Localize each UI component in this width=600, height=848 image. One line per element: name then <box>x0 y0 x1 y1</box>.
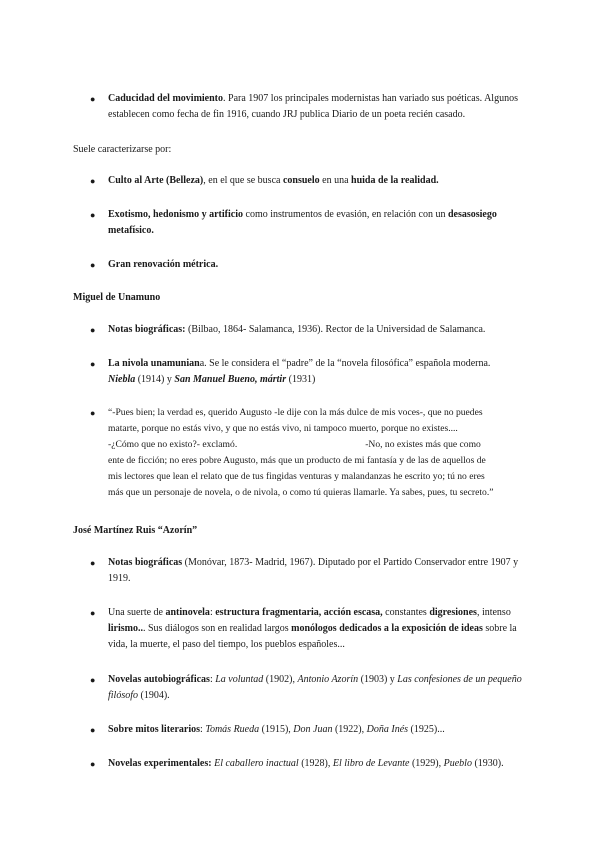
nivola-text-3: (1931) <box>286 374 316 385</box>
mitos-bold: Sobre mitos literarios <box>108 724 201 735</box>
bullet-icon: ● <box>90 608 96 618</box>
exotismo-text-1: como instrumentos de evasión, en relación con un <box>243 209 448 220</box>
unamuno-notas-bold: Notas biográficas: <box>108 324 186 335</box>
nivola-text-1: a. Se le considera el “padre” de la “novela filosófica” española moderna. <box>199 358 491 369</box>
mitos-text-1: : <box>200 724 206 735</box>
antonio-azorin-title: Antonio Azorín <box>297 674 359 685</box>
unamuno-notas-text: (Bilbao, 1864- Salamanca, 1936). Rector de la Universidad de Salamanca. <box>185 324 486 335</box>
mitos-text-2: (1915), <box>259 724 294 735</box>
quote-line-3a: -¿Cómo que no existo?- exclamó. <box>108 439 238 450</box>
confesiones-title: Las confesiones de un pequeño filósofo <box>108 674 522 701</box>
intro-text: Suele caracterizarse por: <box>73 144 172 155</box>
antinovela-text-4: , intenso <box>476 607 511 618</box>
quote-line-2: matarte, porque no estás vivo, y que no estás vivo, ni tampoco muerto, porque no existes.... <box>108 423 458 434</box>
autobio-text-2: (1902), <box>263 674 298 685</box>
antinovela-text-1: Una suerte de <box>108 607 166 618</box>
heading-unamuno: Miguel de Unamuno <box>73 292 161 303</box>
mitos-text-3: (1922), <box>332 724 367 735</box>
exotismo-bold-1: Exotismo, hedonismo y artificio <box>108 209 243 220</box>
bullet-icon: ● <box>90 210 96 220</box>
bullet-icon: ● <box>90 558 96 568</box>
dona-ines-title: Doña Inés <box>366 724 409 735</box>
renovacion-bold: Gran renovación métrica. <box>108 259 219 270</box>
autobio-text-1: : <box>209 674 216 685</box>
list-item-nivola <box>90 356 528 388</box>
bullet-icon: ● <box>90 359 96 369</box>
bullet-icon: ● <box>90 325 96 335</box>
libro-levante-title: El libro de Levante <box>332 758 410 769</box>
antinovela-bold-2: estructura fragmentaria, acción escasa, <box>215 607 383 618</box>
culto-bold-1: Culto al Arte (Belleza) <box>108 175 204 186</box>
list-item-renovacion <box>90 257 528 273</box>
bullet-icon: ● <box>90 725 96 735</box>
culto-bold-3: huida de la realidad <box>351 175 437 186</box>
list-item-azorin-notas <box>90 555 528 587</box>
quote-line-1: “-Pues bien; la verdad es, querido Augusto -le dije con la más dulce de mis voces-, que no puedes <box>108 407 483 418</box>
quote-line-5: mis lectores que lean el relato que de tus fingidas venturas y malandanzas he escrito yo; tú no eres <box>108 471 485 482</box>
list-item-unamuno-notas <box>90 322 528 338</box>
caducidad-bold: Caducidad del movimiento <box>108 93 224 104</box>
azorin-notas-bold: Notas biográficas <box>108 557 183 568</box>
list-item-autobiograficas <box>90 672 528 704</box>
caballero-inactual-title: El caballero inactual <box>214 758 299 769</box>
antinovela-bold-4: lirismo.. <box>108 623 143 634</box>
quote-line-3 <box>108 437 548 453</box>
experimentales-text-3: (1929), <box>409 758 444 769</box>
autobio-text-4: (1904). <box>138 690 170 701</box>
list-item-quote <box>90 405 548 501</box>
list-item-exotismo <box>90 207 528 239</box>
antinovela-bold-1: antinovela <box>165 607 210 618</box>
bullet-icon: ● <box>90 94 96 104</box>
tomas-rueda-title: Tomás Rueda <box>205 724 260 735</box>
caducidad-text: . Para 1907 los principales modernistas han variado sus poéticas. Algunos establecen como fecha de fin 1916, cuando JRJ publica Diario de un poeta recién casado. <box>108 93 518 120</box>
exotismo-bold-2: desasosiego metafísico. <box>108 209 497 236</box>
list-item-caducidad <box>90 91 528 123</box>
list-item-experimentales <box>90 756 528 772</box>
la-voluntad-title: La voluntad <box>215 674 264 685</box>
experimentales-text-2: (1928), <box>298 758 333 769</box>
don-juan-title: Don Juan <box>293 724 333 735</box>
antinovela-text-2: : <box>209 607 216 618</box>
bullet-icon: ● <box>90 675 96 685</box>
nivola-text-2: (1914) y <box>135 374 175 385</box>
experimentales-text-4: (1930). <box>471 758 504 769</box>
bullet-icon: ● <box>90 759 96 769</box>
list-item-culto <box>90 173 528 189</box>
autobio-text-3: (1903) y <box>358 674 398 685</box>
pueblo-title: Pueblo <box>443 758 472 769</box>
culto-text-3: . <box>436 175 439 186</box>
list-item-mitos <box>90 722 528 738</box>
niebla-title: Niebla <box>108 374 136 385</box>
list-item-antinovela <box>90 605 528 653</box>
antinovela-text-6: sobre la vida, la muerte, el paso del tiempo, los pueblos españoles... <box>108 623 517 650</box>
quote-line-6: más que un personaje de novela, o de nivola, o como tú quieras llamarle. Ya sabes, pues, tu secreto.” <box>108 487 494 498</box>
azorin-notas-text: (Monóvar, 1873- Madrid, 1967). Diputado por el Partido Conservador entre 1907 y 1919. <box>108 557 519 584</box>
mitos-text-4: (1925)... <box>408 724 445 735</box>
bullet-icon: ● <box>90 408 96 418</box>
nivola-bold: La nivola unamunian <box>108 358 200 369</box>
culto-bold-2: consuelo <box>282 175 320 186</box>
quote-line-3b: -No, no existes más que como <box>365 439 481 450</box>
experimentales-bold: Novelas experimentales: <box>108 758 212 769</box>
culto-text-2: en una <box>319 175 352 186</box>
autobio-bold: Novelas autobiográficas <box>108 674 210 685</box>
quote-line-4: ente de ficción; no eres pobre Augusto, más que un producto de mi fantasía y de las de aquellos de <box>108 455 486 466</box>
san-manuel-title: San Manuel Bueno, mártir <box>174 374 287 385</box>
antinovela-text-3: constantes <box>382 607 430 618</box>
bullet-icon: ● <box>90 260 96 270</box>
heading-azorin: José Martínez Ruis “Azorín” <box>73 525 198 536</box>
antinovela-bold-3: digresiones <box>429 607 477 618</box>
culto-text-1: , en el que se busca <box>203 175 283 186</box>
bullet-icon: ● <box>90 176 96 186</box>
antinovela-bold-5: monólogos dedicados a la exposición de ideas <box>291 623 483 634</box>
antinovela-text-5: . Sus diálogos son en realidad largos <box>143 623 292 634</box>
